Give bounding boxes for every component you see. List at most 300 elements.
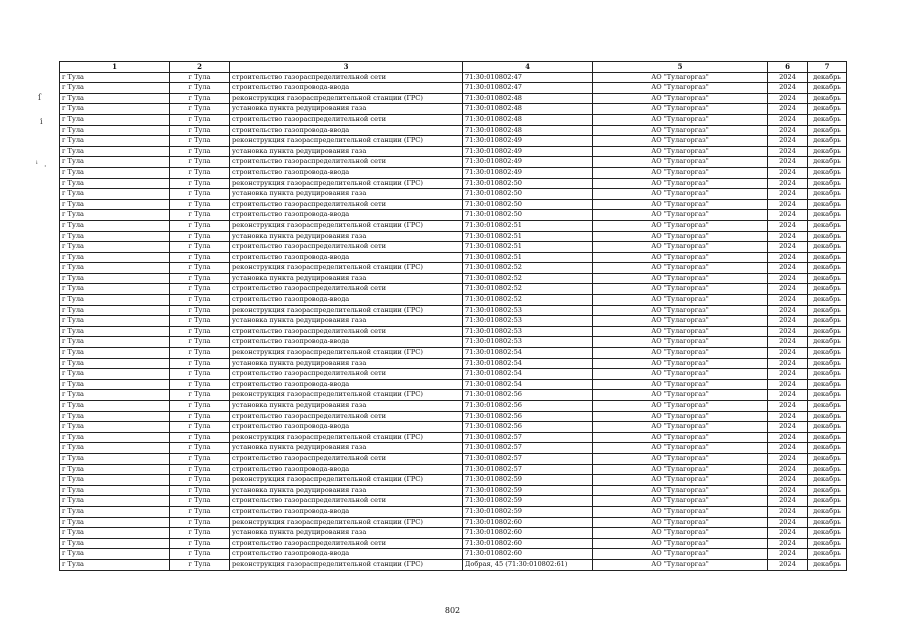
cell-work-type: строительство газопровода-ввода	[230, 337, 463, 348]
table-row	[60, 189, 847, 200]
table-row	[60, 146, 847, 157]
cell-organization: АО "Тулагоргаз"	[593, 401, 768, 412]
cell-month: декабрь	[808, 231, 847, 242]
table-row	[60, 358, 847, 369]
cell-work-type: строительство газораспределительной сети	[230, 157, 463, 168]
cell-year: 2024	[768, 559, 808, 570]
cell-cadastral-number: 71:30:010802:57	[463, 443, 593, 454]
cell-work-type: строительство газораспределительной сети	[230, 496, 463, 507]
cell-locality: г Тула	[170, 464, 230, 475]
cell-year: 2024	[768, 443, 808, 454]
cell-month: декабрь	[808, 263, 847, 274]
cell-work-type: реконструкция газораспределительной станции (ГРС)	[230, 517, 463, 528]
table-row	[60, 422, 847, 433]
margin-mark: ſ	[38, 93, 41, 102]
cell-cadastral-number: 71:30:010802:60	[463, 538, 593, 549]
cell-month: декабрь	[808, 178, 847, 189]
cell-cadastral-number: 71:30:010802:59	[463, 485, 593, 496]
cell-year: 2024	[768, 528, 808, 539]
cell-work-type: строительство газопровода-ввода	[230, 252, 463, 263]
cell-locality: г Тула	[170, 104, 230, 115]
cell-month: декабрь	[808, 305, 847, 316]
cell-month: декабрь	[808, 316, 847, 327]
table-row	[60, 443, 847, 454]
cell-month: декабрь	[808, 146, 847, 157]
cell-organization: АО "Тулагоргаз"	[593, 528, 768, 539]
cell-locality: г Тула	[170, 199, 230, 210]
cell-organization: АО "Тулагоргаз"	[593, 284, 768, 295]
cell-year: 2024	[768, 263, 808, 274]
cell-locality: г Тула	[170, 337, 230, 348]
cell-settlement: г Тула	[60, 93, 170, 104]
cell-settlement: г Тула	[60, 538, 170, 549]
cell-month: декабрь	[808, 104, 847, 115]
cell-organization: АО "Тулагоргаз"	[593, 93, 768, 104]
cell-cadastral-number: 71:30:010802:47	[463, 72, 593, 83]
cell-cadastral-number: 71:30:010802:60	[463, 549, 593, 560]
cell-work-type: строительство газораспределительной сети	[230, 72, 463, 83]
cell-settlement: г Тула	[60, 72, 170, 83]
table-row	[60, 528, 847, 539]
cell-work-type: реконструкция газораспределительной станции (ГРС)	[230, 348, 463, 359]
cell-locality: г Тула	[170, 443, 230, 454]
cell-year: 2024	[768, 273, 808, 284]
cell-organization: АО "Тулагоргаз"	[593, 210, 768, 221]
cell-work-type: строительство газопровода-ввода	[230, 83, 463, 94]
table-row	[60, 538, 847, 549]
cell-locality: г Тула	[170, 189, 230, 200]
cell-settlement: г Тула	[60, 517, 170, 528]
cell-work-type: строительство газопровода-ввода	[230, 210, 463, 221]
cell-organization: АО "Тулагоргаз"	[593, 189, 768, 200]
table-row	[60, 559, 847, 570]
cell-cadastral-number: 71:30:010802:53	[463, 305, 593, 316]
cell-work-type: реконструкция газораспределительной станции (ГРС)	[230, 432, 463, 443]
cell-organization: АО "Тулагоргаз"	[593, 178, 768, 189]
cell-cadastral-number: 71:30:010802:56	[463, 401, 593, 412]
cell-year: 2024	[768, 538, 808, 549]
cell-organization: АО "Тулагоргаз"	[593, 167, 768, 178]
cell-settlement: г Тула	[60, 210, 170, 221]
table-row	[60, 517, 847, 528]
table-row	[60, 284, 847, 295]
cell-settlement: г Тула	[60, 125, 170, 136]
cell-settlement: г Тула	[60, 316, 170, 327]
cell-settlement: г Тула	[60, 252, 170, 263]
table-row	[60, 496, 847, 507]
cell-work-type: установка пункта редуцирования газа	[230, 104, 463, 115]
cell-locality: г Тула	[170, 379, 230, 390]
cell-organization: АО "Тулагоргаз"	[593, 136, 768, 147]
cell-year: 2024	[768, 136, 808, 147]
cell-year: 2024	[768, 157, 808, 168]
margin-mark: ·	[44, 162, 47, 171]
cell-organization: АО "Тулагоргаз"	[593, 125, 768, 136]
cell-year: 2024	[768, 401, 808, 412]
cell-settlement: г Тула	[60, 379, 170, 390]
cell-year: 2024	[768, 252, 808, 263]
cell-cadastral-number: 71:30:010802:59	[463, 475, 593, 486]
cell-settlement: г Тула	[60, 348, 170, 359]
cell-month: декабрь	[808, 337, 847, 348]
cell-organization: АО "Тулагоргаз"	[593, 464, 768, 475]
cell-settlement: г Тула	[60, 411, 170, 422]
cell-cadastral-number: 71:30:010802:56	[463, 411, 593, 422]
cell-month: декабрь	[808, 475, 847, 486]
cell-cadastral-number: 71:30:010802:51	[463, 242, 593, 253]
cell-month: декабрь	[808, 422, 847, 433]
cell-organization: АО "Тулагоргаз"	[593, 326, 768, 337]
cell-work-type: строительство газораспределительной сети	[230, 114, 463, 125]
cell-locality: г Тула	[170, 83, 230, 94]
margin-marks	[34, 88, 54, 178]
cell-month: декабрь	[808, 199, 847, 210]
cell-locality: г Тула	[170, 263, 230, 274]
cell-organization: АО "Тулагоргаз"	[593, 104, 768, 115]
cell-month: декабрь	[808, 189, 847, 200]
cell-settlement: г Тула	[60, 114, 170, 125]
cell-settlement: г Тула	[60, 178, 170, 189]
cell-month: декабрь	[808, 220, 847, 231]
cell-cadastral-number: 71:30:010802:50	[463, 178, 593, 189]
cell-locality: г Тула	[170, 231, 230, 242]
cell-organization: АО "Тулагоргаз"	[593, 146, 768, 157]
table-row	[60, 401, 847, 412]
cell-work-type: реконструкция газораспределительной станции (ГРС)	[230, 559, 463, 570]
column-header-6: 6	[768, 62, 808, 73]
cell-organization: АО "Тулагоргаз"	[593, 252, 768, 263]
cell-cadastral-number: 71:30:010802:48	[463, 114, 593, 125]
table-row	[60, 263, 847, 274]
cell-organization: АО "Тулагоргаз"	[593, 157, 768, 168]
cell-month: декабрь	[808, 284, 847, 295]
cell-year: 2024	[768, 210, 808, 221]
cell-organization: АО "Тулагоргаз"	[593, 358, 768, 369]
cell-settlement: г Тула	[60, 167, 170, 178]
cell-month: декабрь	[808, 559, 847, 570]
cell-month: декабрь	[808, 379, 847, 390]
column-header-4: 4	[463, 62, 593, 73]
cell-cadastral-number: 71:30:010802:52	[463, 273, 593, 284]
cell-locality: г Тула	[170, 358, 230, 369]
cell-cadastral-number: 71:30:010802:57	[463, 432, 593, 443]
cell-locality: г Тула	[170, 125, 230, 136]
cell-settlement: г Тула	[60, 199, 170, 210]
cell-month: декабрь	[808, 432, 847, 443]
table-row	[60, 231, 847, 242]
cell-year: 2024	[768, 83, 808, 94]
cell-locality: г Тула	[170, 72, 230, 83]
cell-cadastral-number: 71:30:010802:60	[463, 528, 593, 539]
cell-organization: АО "Тулагоргаз"	[593, 242, 768, 253]
cell-year: 2024	[768, 517, 808, 528]
cell-year: 2024	[768, 199, 808, 210]
cell-work-type: строительство газораспределительной сети	[230, 242, 463, 253]
cell-work-type: реконструкция газораспределительной станции (ГРС)	[230, 390, 463, 401]
table-row	[60, 210, 847, 221]
margin-mark: ⅰ	[40, 117, 43, 126]
cell-work-type: строительство газораспределительной сети	[230, 538, 463, 549]
cell-settlement: г Тула	[60, 443, 170, 454]
cell-work-type: строительство газораспределительной сети	[230, 453, 463, 464]
cell-organization: АО "Тулагоргаз"	[593, 72, 768, 83]
cell-work-type: строительство газопровода-ввода	[230, 506, 463, 517]
table-row	[60, 72, 847, 83]
cell-settlement: г Тула	[60, 559, 170, 570]
cell-settlement: г Тула	[60, 220, 170, 231]
cell-organization: АО "Тулагоргаз"	[593, 432, 768, 443]
cell-month: декабрь	[808, 411, 847, 422]
cell-work-type: установка пункта редуцирования газа	[230, 231, 463, 242]
cell-organization: АО "Тулагоргаз"	[593, 295, 768, 306]
cell-cadastral-number: 71:30:010802:56	[463, 390, 593, 401]
cell-year: 2024	[768, 104, 808, 115]
table-row	[60, 316, 847, 327]
cell-cadastral-number: 71:30:010802:48	[463, 93, 593, 104]
cell-organization: АО "Тулагоргаз"	[593, 263, 768, 274]
cell-month: декабрь	[808, 549, 847, 560]
cell-locality: г Тула	[170, 284, 230, 295]
cell-work-type: реконструкция газораспределительной станции (ГРС)	[230, 263, 463, 274]
cell-year: 2024	[768, 242, 808, 253]
cell-organization: АО "Тулагоргаз"	[593, 506, 768, 517]
table-row	[60, 157, 847, 168]
cell-locality: г Тула	[170, 242, 230, 253]
cell-organization: АО "Тулагоргаз"	[593, 390, 768, 401]
cell-settlement: г Тула	[60, 390, 170, 401]
cell-settlement: г Тула	[60, 273, 170, 284]
cell-year: 2024	[768, 189, 808, 200]
cell-cadastral-number: 71:30:010802:57	[463, 453, 593, 464]
cell-cadastral-number: 71:30:010802:51	[463, 252, 593, 263]
cell-work-type: реконструкция газораспределительной станции (ГРС)	[230, 136, 463, 147]
cell-cadastral-number: 71:30:010802:50	[463, 189, 593, 200]
cell-locality: г Тула	[170, 220, 230, 231]
cell-year: 2024	[768, 369, 808, 380]
cell-work-type: установка пункта редуцирования газа	[230, 401, 463, 412]
table-row	[60, 453, 847, 464]
cell-locality: г Тула	[170, 252, 230, 263]
cell-month: декабрь	[808, 167, 847, 178]
table-body	[60, 72, 847, 570]
cell-locality: г Тула	[170, 273, 230, 284]
cell-locality: г Тула	[170, 422, 230, 433]
cell-work-type: строительство газопровода-ввода	[230, 464, 463, 475]
cell-work-type: установка пункта редуцирования газа	[230, 443, 463, 454]
table-row	[60, 295, 847, 306]
page-number: 802	[444, 606, 461, 615]
cell-cadastral-number: 71:30:010802:54	[463, 379, 593, 390]
cell-settlement: г Тула	[60, 485, 170, 496]
cell-settlement: г Тула	[60, 496, 170, 507]
cell-cadastral-number: 71:30:010802:49	[463, 157, 593, 168]
column-header-1: 1	[60, 62, 170, 73]
cell-cadastral-number: 71:30:010802:57	[463, 464, 593, 475]
cell-month: декабрь	[808, 358, 847, 369]
cell-year: 2024	[768, 411, 808, 422]
cell-cadastral-number: 71:30:010802:50	[463, 210, 593, 221]
cell-locality: г Тула	[170, 136, 230, 147]
cell-settlement: г Тула	[60, 104, 170, 115]
cell-organization: АО "Тулагоргаз"	[593, 316, 768, 327]
cell-organization: АО "Тулагоргаз"	[593, 411, 768, 422]
cell-month: декабрь	[808, 517, 847, 528]
cell-settlement: г Тула	[60, 146, 170, 157]
cell-locality: г Тула	[170, 559, 230, 570]
cell-locality: г Тула	[170, 326, 230, 337]
cell-month: декабрь	[808, 210, 847, 221]
cell-work-type: строительство газораспределительной сети	[230, 284, 463, 295]
cell-month: декабрь	[808, 125, 847, 136]
cell-year: 2024	[768, 496, 808, 507]
cell-year: 2024	[768, 72, 808, 83]
cell-work-type: установка пункта редуцирования газа	[230, 316, 463, 327]
cell-organization: АО "Тулагоргаз"	[593, 273, 768, 284]
cell-month: декабрь	[808, 252, 847, 263]
cell-locality: г Тула	[170, 411, 230, 422]
cell-organization: АО "Тулагоргаз"	[593, 348, 768, 359]
cell-work-type: строительство газораспределительной сети	[230, 199, 463, 210]
cell-settlement: г Тула	[60, 422, 170, 433]
cell-cadastral-number: Добрая, 45 (71:30:010802:61)	[463, 559, 593, 570]
cell-locality: г Тула	[170, 146, 230, 157]
cell-settlement: г Тула	[60, 453, 170, 464]
cell-cadastral-number: 71:30:010802:54	[463, 358, 593, 369]
cell-work-type: строительство газопровода-ввода	[230, 167, 463, 178]
table-row	[60, 104, 847, 115]
table-row	[60, 136, 847, 147]
cell-cadastral-number: 71:30:010802:52	[463, 295, 593, 306]
register-table	[59, 61, 847, 571]
cell-organization: АО "Тулагоргаз"	[593, 379, 768, 390]
cell-cadastral-number: 71:30:010802:53	[463, 337, 593, 348]
cell-locality: г Тула	[170, 295, 230, 306]
cell-work-type: реконструкция газораспределительной станции (ГРС)	[230, 178, 463, 189]
cell-locality: г Тула	[170, 538, 230, 549]
table-row	[60, 326, 847, 337]
cell-work-type: строительство газораспределительной сети	[230, 411, 463, 422]
cell-work-type: строительство газопровода-ввода	[230, 549, 463, 560]
cell-month: декабрь	[808, 157, 847, 168]
cell-work-type: реконструкция газораспределительной станции (ГРС)	[230, 305, 463, 316]
table-row	[60, 199, 847, 210]
cell-organization: АО "Тулагоргаз"	[593, 443, 768, 454]
cell-organization: АО "Тулагоргаз"	[593, 485, 768, 496]
cell-month: декабрь	[808, 273, 847, 284]
table-row	[60, 379, 847, 390]
cell-cadastral-number: 71:30:010802:56	[463, 422, 593, 433]
cell-month: декабрь	[808, 348, 847, 359]
cell-work-type: строительство газопровода-ввода	[230, 295, 463, 306]
cell-month: декабрь	[808, 496, 847, 507]
cell-settlement: г Тула	[60, 401, 170, 412]
cell-organization: АО "Тулагоргаз"	[593, 538, 768, 549]
column-header-5: 5	[593, 62, 768, 73]
cell-cadastral-number: 71:30:010802:60	[463, 517, 593, 528]
column-header-2: 2	[170, 62, 230, 73]
cell-cadastral-number: 71:30:010802:48	[463, 104, 593, 115]
cell-year: 2024	[768, 125, 808, 136]
cell-cadastral-number: 71:30:010802:50	[463, 199, 593, 210]
cell-month: декабрь	[808, 83, 847, 94]
table-row	[60, 411, 847, 422]
cell-organization: АО "Тулагоргаз"	[593, 549, 768, 560]
cell-year: 2024	[768, 220, 808, 231]
cell-work-type: установка пункта редуцирования газа	[230, 358, 463, 369]
cell-year: 2024	[768, 93, 808, 104]
cell-month: декабрь	[808, 464, 847, 475]
cell-year: 2024	[768, 453, 808, 464]
cell-year: 2024	[768, 167, 808, 178]
cell-year: 2024	[768, 326, 808, 337]
cell-year: 2024	[768, 114, 808, 125]
cell-locality: г Тула	[170, 305, 230, 316]
cell-year: 2024	[768, 549, 808, 560]
cell-locality: г Тула	[170, 453, 230, 464]
cell-work-type: реконструкция газораспределительной станции (ГРС)	[230, 93, 463, 104]
cell-work-type: строительство газопровода-ввода	[230, 422, 463, 433]
cell-settlement: г Тула	[60, 528, 170, 539]
cell-organization: АО "Тулагоргаз"	[593, 199, 768, 210]
cell-settlement: г Тула	[60, 136, 170, 147]
cell-settlement: г Тула	[60, 83, 170, 94]
cell-year: 2024	[768, 316, 808, 327]
cell-settlement: г Тула	[60, 284, 170, 295]
table-row	[60, 305, 847, 316]
cell-cadastral-number: 71:30:010802:59	[463, 506, 593, 517]
table-row	[60, 549, 847, 560]
cell-work-type: строительство газораспределительной сети	[230, 369, 463, 380]
table-row	[60, 242, 847, 253]
cell-cadastral-number: 71:30:010802:54	[463, 369, 593, 380]
cell-work-type: установка пункта редуцирования газа	[230, 273, 463, 284]
table-row	[60, 167, 847, 178]
table-row	[60, 337, 847, 348]
cell-year: 2024	[768, 295, 808, 306]
cell-month: декабрь	[808, 136, 847, 147]
cell-settlement: г Тула	[60, 369, 170, 380]
cell-work-type: реконструкция газораспределительной станции (ГРС)	[230, 475, 463, 486]
cell-locality: г Тула	[170, 178, 230, 189]
table-row	[60, 390, 847, 401]
cell-locality: г Тула	[170, 475, 230, 486]
cell-settlement: г Тула	[60, 506, 170, 517]
cell-settlement: г Тула	[60, 464, 170, 475]
cell-month: декабрь	[808, 369, 847, 380]
cell-organization: АО "Тулагоргаз"	[593, 220, 768, 231]
cell-work-type: строительство газопровода-ввода	[230, 125, 463, 136]
cell-month: декабрь	[808, 93, 847, 104]
cell-month: декабрь	[808, 72, 847, 83]
cell-year: 2024	[768, 432, 808, 443]
cell-work-type: реконструкция газораспределительной станции (ГРС)	[230, 220, 463, 231]
cell-year: 2024	[768, 464, 808, 475]
cell-settlement: г Тула	[60, 358, 170, 369]
cell-settlement: г Тула	[60, 242, 170, 253]
cell-year: 2024	[768, 305, 808, 316]
cell-locality: г Тула	[170, 316, 230, 327]
cell-organization: АО "Тулагоргаз"	[593, 231, 768, 242]
table-row	[60, 273, 847, 284]
header-row	[60, 62, 847, 73]
table-row	[60, 220, 847, 231]
cell-cadastral-number: 71:30:010802:53	[463, 326, 593, 337]
cell-year: 2024	[768, 379, 808, 390]
table-row	[60, 125, 847, 136]
cell-settlement: г Тула	[60, 475, 170, 486]
cell-month: декабрь	[808, 401, 847, 412]
cell-year: 2024	[768, 178, 808, 189]
